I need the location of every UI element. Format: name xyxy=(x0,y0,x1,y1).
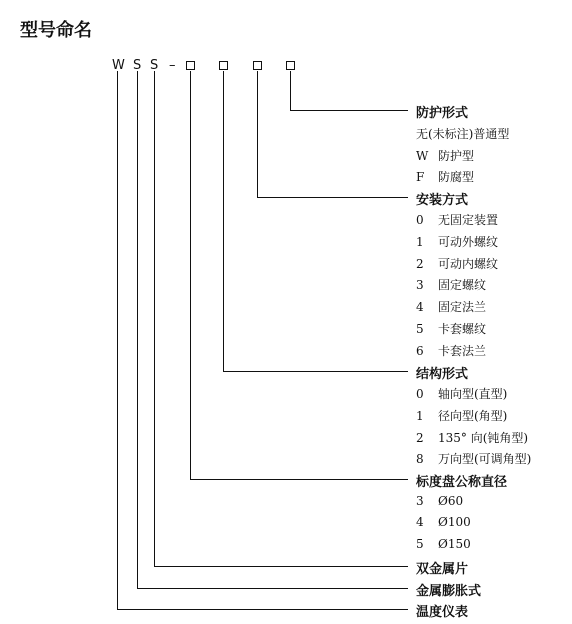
mounting-option: 2 可动内螺纹 xyxy=(416,257,499,271)
mounting-option: 0 无固定装置 xyxy=(416,213,499,227)
bimetal-label: 双金属片 xyxy=(416,562,469,577)
thermometer-label: 温度仪表 xyxy=(416,605,469,620)
protection-option: F 防腐型 xyxy=(416,170,475,184)
dial-option: 4 Ø100 xyxy=(416,515,471,529)
connector-mounting xyxy=(258,71,409,198)
protection-option: 无(未标注)普通型 xyxy=(416,127,510,141)
dial-heading: 标度盘公称直径 xyxy=(416,475,508,490)
dial-option: 5 Ø150 xyxy=(416,537,471,551)
code-letter-w: W xyxy=(112,58,125,73)
connector-thermometer xyxy=(118,71,409,610)
code-letter-s2: S xyxy=(150,58,159,73)
code-dash: – xyxy=(169,58,176,73)
mounting-option: 3 固定螺纹 xyxy=(416,278,487,292)
structure-option: 1 径向型(角型) xyxy=(416,409,508,423)
mounting-option: 4 固定法兰 xyxy=(416,300,487,314)
connector-protection xyxy=(291,71,409,111)
connector-bimetal xyxy=(155,71,409,567)
mounting-option: 1 可动外螺纹 xyxy=(416,235,499,249)
expansion-label: 金属膨胀式 xyxy=(416,584,482,599)
protection-option: W 防护型 xyxy=(416,149,475,163)
structure-option: 2 135° 向(钝角型) xyxy=(416,431,529,445)
mounting-option: 5 卡套螺纹 xyxy=(416,322,487,336)
connector-structure xyxy=(224,71,409,372)
protection-heading: 防护形式 xyxy=(416,106,469,121)
structure-option: 0 轴向型(直型) xyxy=(416,387,508,401)
dial-option: 3 Ø60 xyxy=(416,494,464,508)
mounting-option: 6 卡套法兰 xyxy=(416,344,487,358)
structure-heading: 结构形式 xyxy=(416,367,469,382)
mounting-heading: 安装方式 xyxy=(416,193,469,208)
page-title: 型号命名 xyxy=(20,20,92,41)
connector-expansion xyxy=(138,71,409,589)
code-letter-s1: S xyxy=(133,58,142,73)
structure-option: 8 万向型(可调角型) xyxy=(416,452,532,466)
